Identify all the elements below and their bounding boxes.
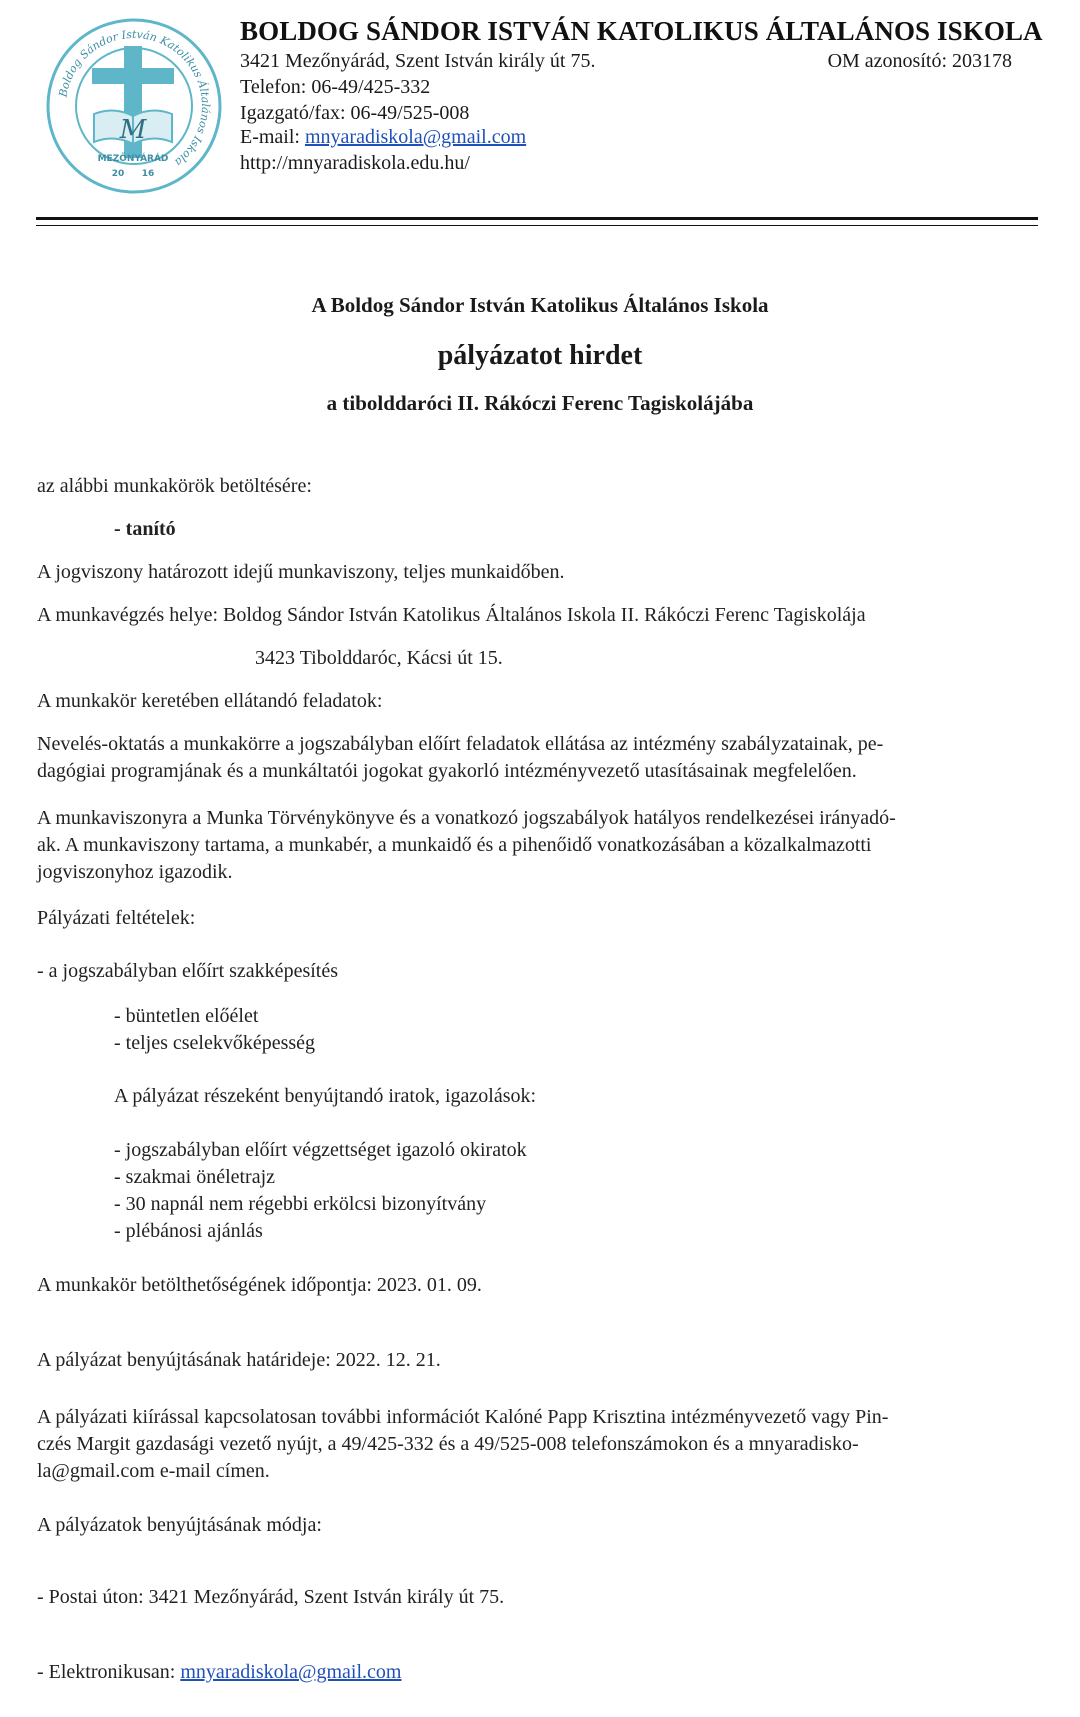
electronic-submission: [37, 1659, 401, 1686]
document-item: - jogszabályban előírt végzettséget igazoló okiratok: [114, 1139, 527, 1161]
school-name: BOLDOG SÁNDOR ISTVÁN KATOLIKUS ÁLTALÁNOS ISKOLA: [240, 16, 1043, 46]
position-item: - tanító: [114, 518, 176, 540]
submission-title: A pályázatok benyújtásának módja:: [37, 1514, 322, 1536]
document-item: - 30 napnál nem régebbi erkölcsi bizonyítvány: [114, 1193, 487, 1215]
info-line: la@gmail.com e-mail címen.: [37, 1460, 270, 1482]
condition-item: - büntetlen előélet: [114, 1005, 259, 1027]
law-line: jogviszonyhoz igazodik.: [37, 861, 233, 883]
workplace-address: 3423 Tibolddaróc, Kácsi út 15.: [255, 647, 503, 669]
document-item: - szakmai önéletrajz: [114, 1166, 276, 1188]
school-logo: [44, 16, 224, 196]
om-id: OM azonosító: 203178: [827, 50, 1012, 72]
email-link[interactable]: mnyaradiskola@gmail.com: [304, 126, 527, 148]
tasks-title: A munkakör keretében ellátandó feladatok:: [37, 690, 383, 712]
fax: Igazgató/fax: 06-49/525-008: [240, 102, 470, 124]
start-date: A munkakör betölthetőségének időpontja: 2023. 01. 09.: [37, 1274, 482, 1296]
tasks-line: dagógiai programjának és a munkáltatói jogokat gyakorló intézményvezető utasításainak megfelelően.: [37, 760, 857, 782]
info-line: A pályázati kiírással kapcsolatosan további információt Kalóné Papp Krisztina intézményvezető vagy Pin-: [37, 1406, 889, 1428]
info-line: czés Margit gazdasági vezető nyújt, a 49/425-332 és a 49/525-008 telefonszámokon és a mnyaradisko-: [37, 1433, 859, 1455]
heading-location: a tibolddaróci II. Rákóczi Ferenc Tagiskolájába: [326, 391, 754, 415]
email-label: E-mail:: [240, 126, 305, 148]
logo-monogram: M: [119, 115, 147, 145]
electronic-label: - Elektronikusan:: [37, 1661, 181, 1683]
heading-institution: A Boldog Sándor István Katolikus Általános Iskola: [311, 293, 769, 317]
employment-text: A jogviszony határozott idejű munkaviszony, teljes munkaidőben.: [37, 561, 565, 583]
law-line: A munkaviszonyra a Munka Törvénykönyve és a vonatkozó jogszabályok hatályos rendelkezései irányadó-: [37, 807, 896, 829]
header-divider: [36, 217, 1038, 220]
website: http://mnyaradiskola.edu.hu/: [240, 152, 470, 174]
electronic-email-link[interactable]: mnyaradiskola@gmail.com: [180, 1661, 402, 1683]
law-line: ak. A munkaviszony tartama, a munkabér, a munkaidő és a pihenőidő vonatkozásában a közalkalmazotti: [37, 834, 872, 856]
conditions-title: Pályázati feltételek:: [37, 907, 196, 929]
deadline: A pályázat benyújtásának határideje: 2022. 12. 21.: [37, 1349, 441, 1371]
school-address: 3421 Mezőnyárád, Szent István király út 75.: [240, 50, 596, 72]
logo-year-left: 20: [111, 169, 125, 179]
email-line: [240, 126, 526, 149]
workplace-text: A munkavégzés helye: Boldog Sándor István Katolikus Általános Iskola II. Rákóczi Ferenc Tagiskolája: [37, 604, 866, 626]
condition-main: - a jogszabályban előírt szakképesítés: [37, 960, 338, 982]
logo-year-right: 16: [141, 169, 155, 179]
heading-announcement: pályázatot hirdet: [437, 340, 643, 371]
header-divider-thin: [36, 225, 1038, 226]
intro-text: az alábbi munkakörök betöltésére:: [37, 475, 312, 497]
document-item: - plébánosi ajánlás: [114, 1220, 263, 1242]
logo-ring-text: Boldog Sándor István Katolikus Általános Iskola: [56, 27, 213, 169]
documents-title: A pályázat részeként benyújtandó iratok, igazolások:: [114, 1085, 537, 1107]
condition-item: - teljes cselekvőképesség: [114, 1032, 316, 1054]
phone: Telefon: 06-49/425-332: [240, 76, 431, 98]
tasks-line: Nevelés-oktatás a munkakörre a jogszabályban előírt feladatok ellátása az intézmény szabályzatainak, pe-: [37, 733, 884, 755]
postal-submission: - Postai úton: 3421 Mezőnyárád, Szent István király út 75.: [37, 1586, 505, 1608]
logo-place: MEZŐNYÁRÁD: [97, 154, 169, 164]
